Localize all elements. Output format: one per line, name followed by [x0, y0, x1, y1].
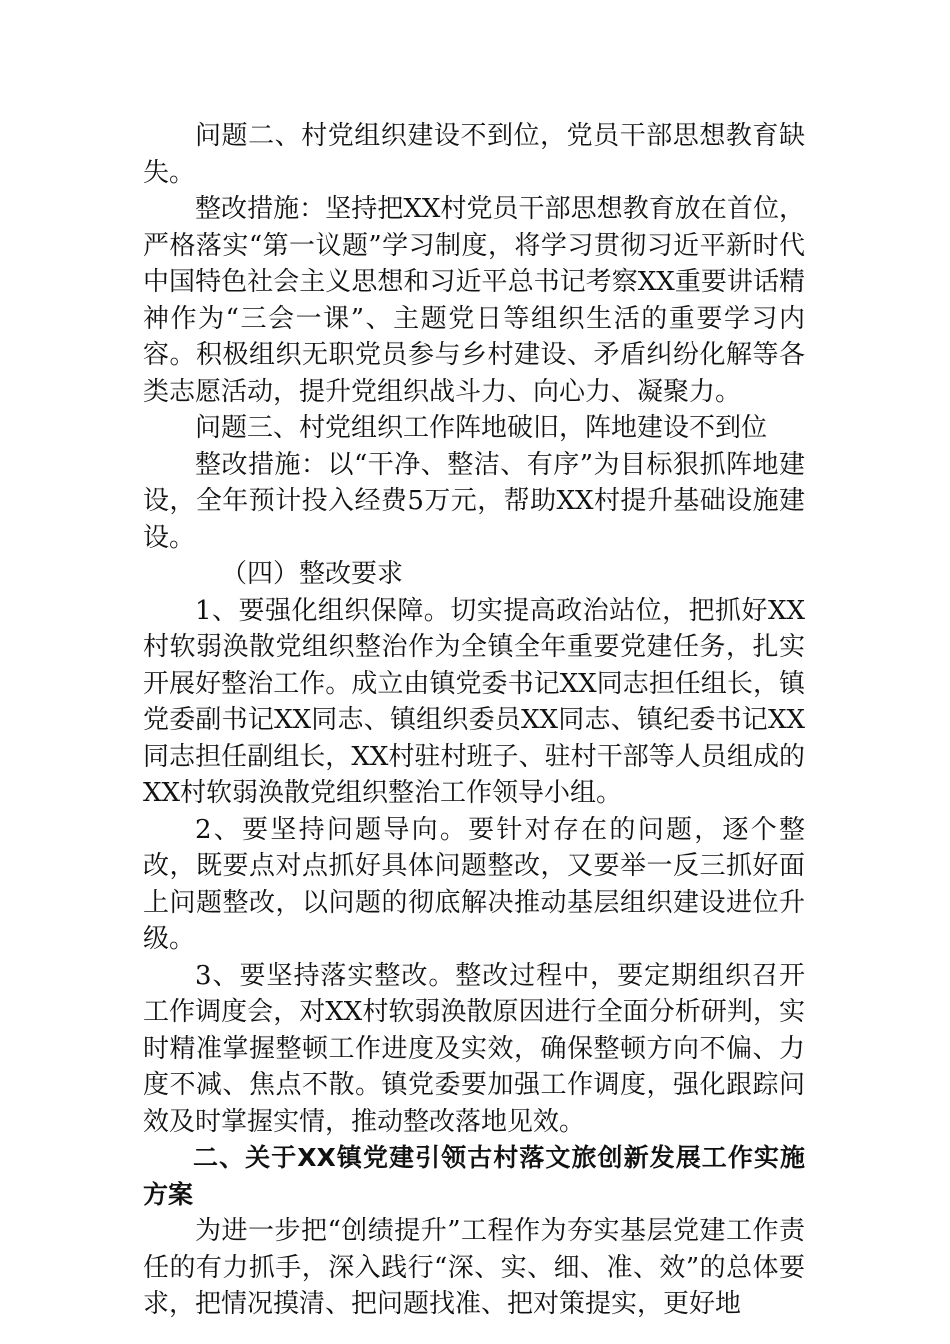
requirement-two-paragraph: 2、要坚持问题导向。要针对存在的问题，逐个整改，既要点对点抓好具体问题整改，又要举一反三抓好面上问题整改，以问题的彻底解决推动基层组织建设进位升级。: [143, 814, 805, 954]
document-body: [143, 118, 805, 1323]
problem-three-paragraph: 问题三、村党组织工作阵地破旧，阵地建设不到位: [195, 413, 768, 443]
problem-two-paragraph: 问题二、村党组织建设不到位，党员干部思想教育缺失。: [143, 121, 805, 188]
part-two-intro-paragraph: 为进一步把“创绩提升”工程作为夯实基层党建工作责任的有力抓手，深入践行“深、实、细、准、效”的总体要求，把情况摸清、把问题找准、把对策提实，更好地: [143, 1216, 805, 1319]
part-two-heading: 二、关于XX镇党建引领古村落文旅创新发展工作实施方案: [143, 1143, 805, 1209]
section-four-heading: （四）整改要求: [221, 559, 404, 589]
requirement-one-paragraph: 1、要强化组织保障。切实提高政治站位，把抓好XX村软弱涣散党组织整治作为全镇全年重要党建任务，扎实开展好整治工作。成立由镇党委书记XX同志担任组长，镇党委副书记XX同志、镇组织委员XX同志、镇纪委书记XX同志担任副组长，XX村驻村班子、驻村干部等人员组成的XX村软弱涣散党组织整治工作领导小组。: [143, 595, 805, 808]
requirement-three-paragraph: 3、要坚持落实整改。整改过程中，要定期组织召开工作调度会，对XX村软弱涣散原因进行全面分析研判，实时精准掌握整顿工作进度及实效，确保整顿方向不偏、力度不减、焦点不散。镇党委要加强工作调度，强化跟踪问效及时掌握实情，推动整改落地见效。: [143, 960, 805, 1137]
measure-three-paragraph: 整改措施：以“干净、整洁、有序”为目标狠抓阵地建设，全年预计投入经费5万元，帮助XX村提升基础设施建设。: [143, 449, 805, 553]
measure-two-paragraph: 整改措施：坚持把XX村党员干部思想教育放在首位，严格落实“第一议题”学习制度，将学习贯彻习近平新时代中国特色社会主义思想和习近平总书记考察XX重要讲话精神作为“三会一课”、主题党日等组织生活的重要学习内容。积极组织无职党员参与乡村建设、矛盾纠纷化解等各类志愿活动，提升党组织战斗力、向心力、凝聚力。: [143, 194, 805, 407]
